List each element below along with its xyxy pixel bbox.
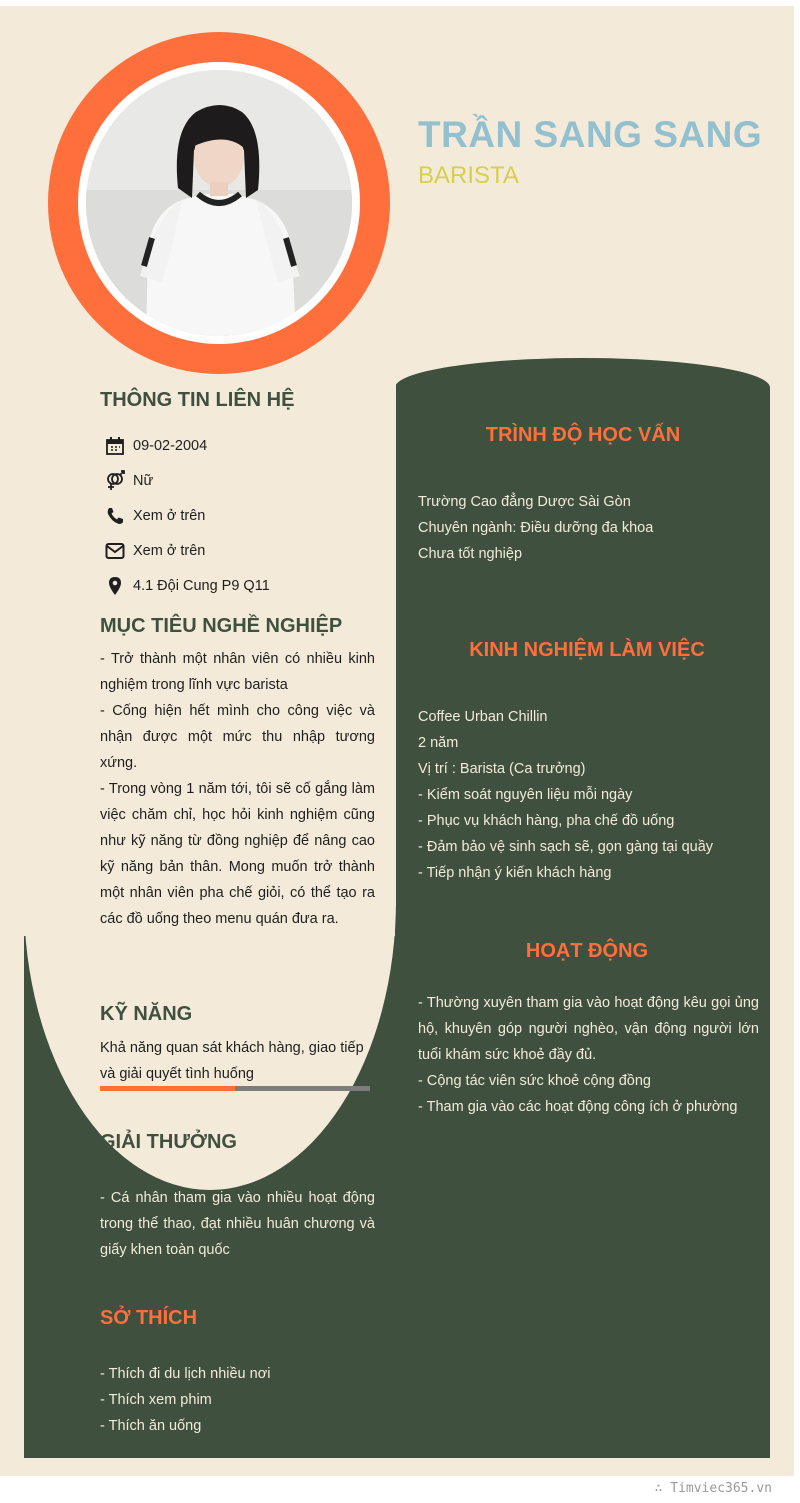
- objective-line-2: - Cống hiện hết mình cho công việc và nhận được một mức thu nhập tương xứng.: [100, 703, 375, 771]
- calendar-icon: [104, 435, 126, 457]
- education-major: Chuyên ngành: Điều dưỡng đa khoa: [418, 520, 654, 536]
- cv-page: [0, 6, 794, 1476]
- activity-item: - Tham gia vào các hoạt động công ích ở phường: [418, 1099, 738, 1115]
- experience-position: Vị trí : Barista (Ca trưởng): [418, 761, 586, 777]
- activity-item: - Cộng tác viên sức khoẻ cộng đồng: [418, 1073, 651, 1089]
- contact-gender: [104, 468, 153, 494]
- objective-heading: MỤC TIÊU NGHỀ NGHIỆP: [100, 615, 343, 637]
- hobbies-list: [100, 1361, 375, 1439]
- experience-duration: 2 năm: [418, 735, 459, 751]
- candidate-name: TRẦN SANG SANG: [418, 114, 763, 155]
- experience-duty: - Tiếp nhận ý kiến khách hàng: [418, 865, 612, 881]
- education-status: Chưa tốt nghiệp: [418, 546, 523, 562]
- awards-text: - Cá nhân tham gia vào nhiều hoạt động trong thể thao, đạt nhiều huân chương và giấy khen toàn quốc: [100, 1190, 375, 1258]
- experience-company: Coffee Urban Chillin: [418, 709, 548, 725]
- activities-heading: HOẠT ĐỘNG: [525, 940, 649, 962]
- awards-heading: GIẢI THƯỞNG: [100, 1131, 237, 1153]
- contact-phone: [104, 503, 205, 529]
- skill-level-bar: [100, 1086, 370, 1091]
- birthdate-value: 09-02-2004: [133, 438, 208, 454]
- contact-email: [104, 538, 205, 564]
- gender-value: Nữ: [133, 473, 154, 489]
- candidate-role: BARISTA: [418, 162, 519, 189]
- watermark: ∴ Timviec365.vn: [654, 1481, 772, 1496]
- email-icon: [104, 540, 126, 562]
- education-text: [418, 489, 758, 567]
- contact-birthdate: [104, 433, 207, 459]
- experience-duty: - Đảm bảo vệ sinh sạch sẽ, gọn gàng tại quầy: [418, 839, 714, 855]
- experience-duty: - Phục vụ khách hàng, pha chế đồ uống: [418, 813, 675, 829]
- phone-value: Xem ở trên: [133, 508, 206, 524]
- objective-text: [100, 646, 375, 932]
- gender-icon: [104, 470, 126, 492]
- email-value: Xem ở trên: [133, 543, 206, 559]
- hobbies-heading: SỞ THÍCH: [100, 1307, 198, 1329]
- contact-heading: THÔNG TIN LIÊN HỆ: [100, 389, 295, 411]
- skill-level-fill: [100, 1086, 235, 1091]
- objective-line-3: - Trong vòng 1 năm tới, tôi sẽ cố gắng làm việc chăm chỉ, học hỏi kinh nghiệm cũng như kỹ năng từ đồng nghiệp để nâng cao kỹ năng bản thân. Mong muốn trở thành một nhân viên pha chế giỏi, có thể tạo ra các đồ uống theo menu quán đưa ra.: [100, 781, 375, 927]
- hobby-item: - Thích xem phim: [100, 1392, 212, 1408]
- activities-text: [418, 990, 759, 1120]
- profile-photo: [86, 70, 352, 336]
- skills-heading: KỸ NĂNG: [100, 1003, 193, 1025]
- education-heading: TRÌNH ĐỘ HỌC VẤN: [485, 424, 681, 446]
- address-value: 4.1 Đội Cung P9 Q11: [133, 578, 270, 594]
- skills-text: Khả năng quan sát khách hàng, giao tiếp và giải quyết tình huống: [100, 1040, 364, 1082]
- experience-duty: - Kiểm soát nguyên liệu mỗi ngày: [418, 787, 633, 803]
- objective-line-1: - Trở thành một nhân viên có nhiều kinh nghiệm trong lĩnh vực barista: [100, 651, 375, 693]
- experience-text: [418, 704, 758, 886]
- activity-item: - Thường xuyên tham gia vào hoạt động kêu gọi ủng hộ, khuyên góp người nghèo, vận động người lớn tuổi khám sức khoẻ đầy đủ.: [418, 995, 759, 1063]
- education-school: Trường Cao đẳng Dược Sài Gòn: [418, 494, 631, 510]
- hobby-item: - Thích ăn uống: [100, 1418, 202, 1434]
- phone-icon: [104, 505, 126, 527]
- hobby-item: - Thích đi du lịch nhiều nơi: [100, 1366, 271, 1382]
- experience-heading: KINH NGHIỆM LÀM VIỆC: [469, 639, 705, 661]
- contact-address: [104, 573, 270, 599]
- location-icon: [104, 575, 126, 597]
